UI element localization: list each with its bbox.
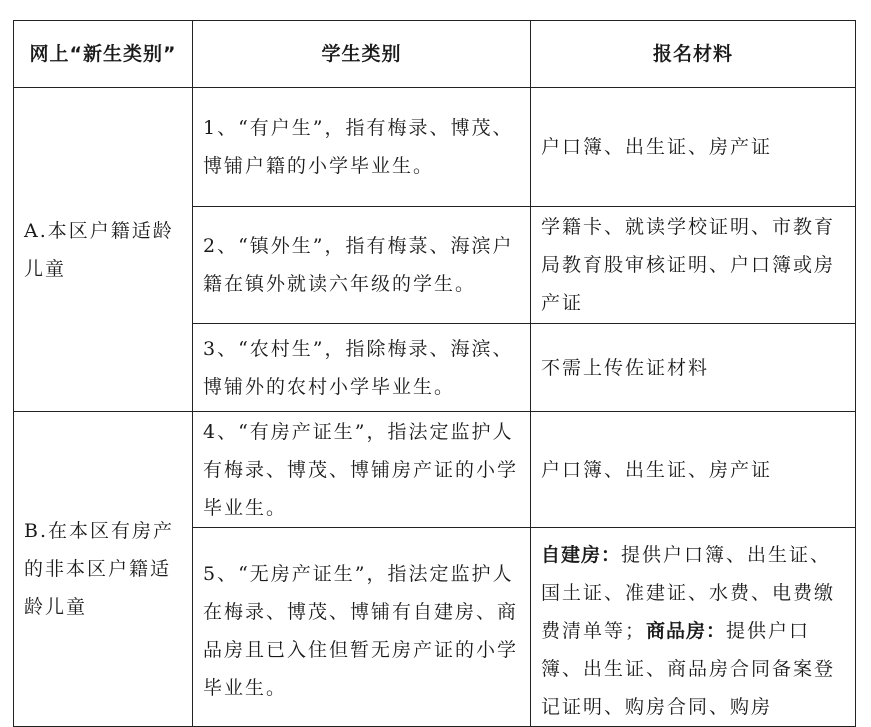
- commercial-house-label: 商品房：: [646, 620, 727, 642]
- category-b-cell: B.在本区有房产的非本区户籍适龄儿童: [14, 412, 193, 727]
- commercial-house-text: 提供户口簿、出生证、商品房合同备案登记证明、购房合同、购房: [541, 620, 836, 718]
- materials-cell: 不需上传佐证材料: [531, 324, 856, 412]
- enrollment-materials-table: [13, 20, 856, 727]
- self-built-house-label: 自建房：: [541, 544, 622, 566]
- table-row: [14, 412, 856, 528]
- materials-cell: 学籍卡、就读学校证明、市教育局教育股审核证明、户口簿或房产证: [531, 207, 856, 324]
- student-type-cell: 5、“无房产证生”，指法定监护人在梅录、博茂、博铺有自建房、商品房且已入住但暂无房产证的小学毕业生。: [193, 528, 531, 727]
- category-a-cell: A.本区户籍适龄儿童: [14, 88, 193, 412]
- table-row: [14, 88, 856, 207]
- header-student-type: 学生类别: [193, 21, 531, 88]
- self-built-house-text: 提供户口簿、出生证、国土证、准建证、水费、电费缴费清单等；: [541, 544, 836, 642]
- student-type-cell: 2、“镇外生”，指有梅菉、海滨户籍在镇外就读六年级的学生。: [193, 207, 531, 324]
- header-required-materials: 报名材料: [531, 21, 856, 88]
- materials-cell: [531, 528, 856, 727]
- materials-cell: 户口簿、出生证、房产证: [531, 88, 856, 207]
- student-type-cell: 4、“有房产证生”，指法定监护人有梅录、博茂、博铺房产证的小学毕业生。: [193, 412, 531, 528]
- student-type-cell: 1、“有户生”，指有梅录、博茂、博铺户籍的小学毕业生。: [193, 88, 531, 207]
- student-type-cell: 3、“农村生”，指除梅录、海滨、博铺外的农村小学毕业生。: [193, 324, 531, 412]
- header-new-student-category: 网上“新生类别”: [14, 21, 193, 88]
- table-header-row: [14, 21, 856, 88]
- materials-cell: 户口簿、出生证、房产证: [531, 412, 856, 528]
